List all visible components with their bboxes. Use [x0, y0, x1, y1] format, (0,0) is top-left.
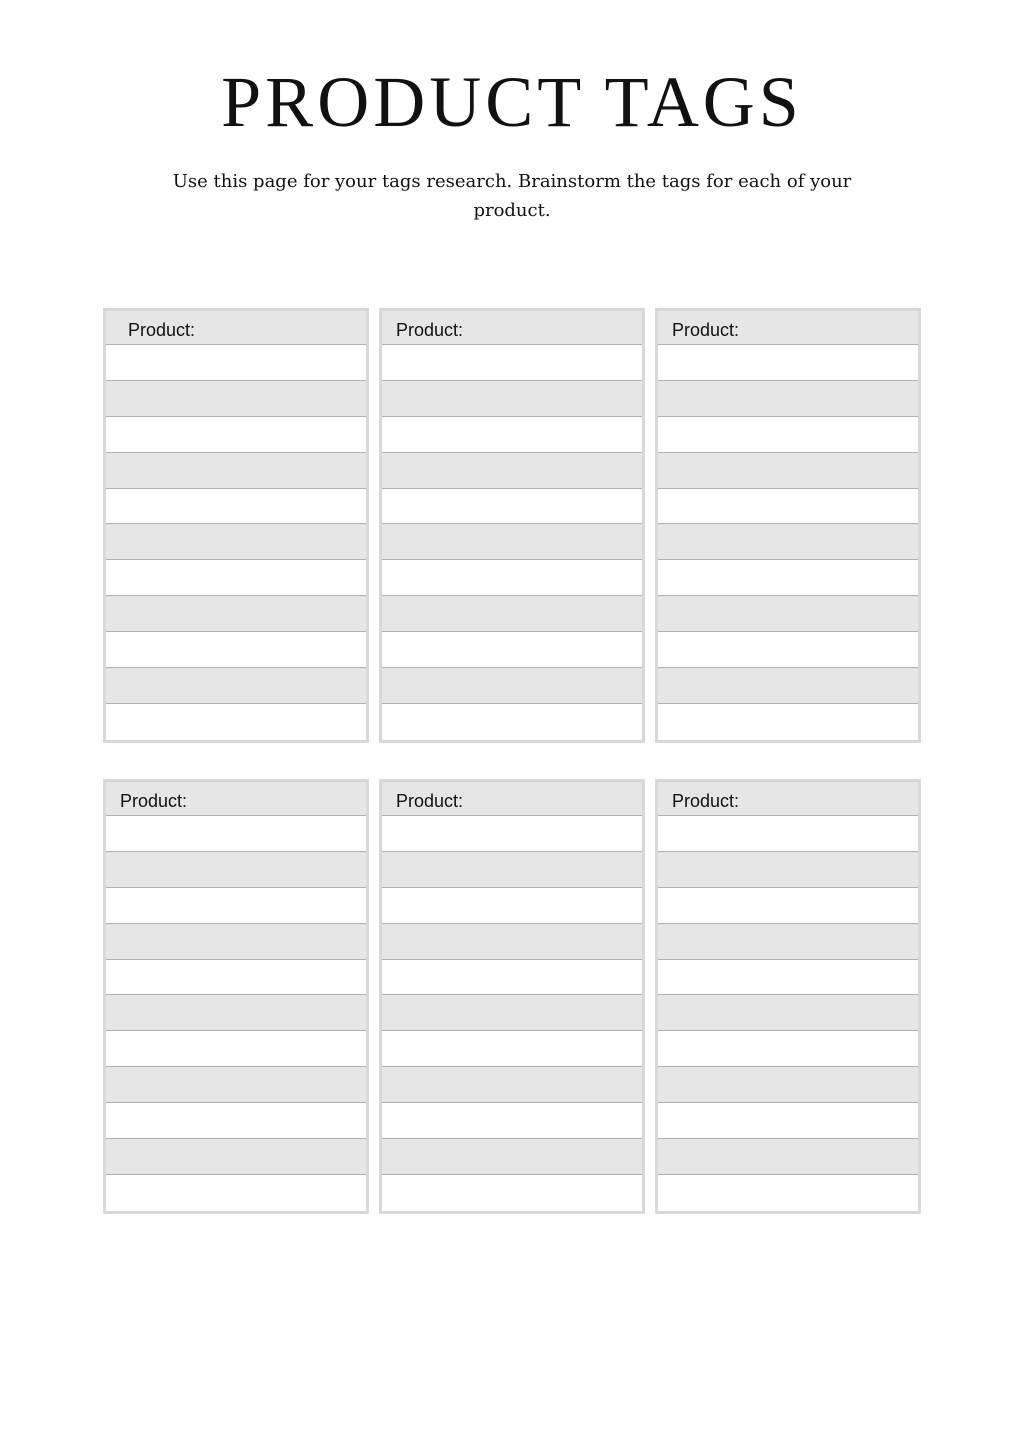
product-tag-box [103, 308, 369, 743]
tag-row[interactable] [658, 704, 918, 740]
tag-row[interactable] [382, 632, 642, 668]
tag-row[interactable] [658, 1067, 918, 1103]
product-label: Product: [382, 782, 642, 816]
product-label: Product: [106, 782, 366, 816]
tag-row[interactable] [106, 1175, 366, 1211]
page-subtitle: Use this page for your tags research. Brainstorm the tags for each of your product. [172, 171, 852, 221]
product-tag-box [103, 779, 369, 1214]
tag-row[interactable] [382, 924, 642, 960]
tag-row[interactable] [382, 489, 642, 525]
tag-row[interactable] [106, 560, 366, 596]
tag-row[interactable] [382, 560, 642, 596]
tag-row[interactable] [658, 924, 918, 960]
tag-row[interactable] [658, 960, 918, 996]
tag-row[interactable] [106, 489, 366, 525]
product-label: Product: [106, 311, 366, 345]
tag-row[interactable] [382, 596, 642, 632]
tag-row[interactable] [658, 1031, 918, 1067]
tag-row[interactable] [382, 1139, 642, 1175]
tag-row[interactable] [658, 560, 918, 596]
tag-row[interactable] [382, 960, 642, 996]
tag-row[interactable] [658, 888, 918, 924]
tag-row[interactable] [658, 816, 918, 852]
tag-row[interactable] [658, 1103, 918, 1139]
tag-row[interactable] [106, 1139, 366, 1175]
tag-row[interactable] [382, 816, 642, 852]
tag-row[interactable] [658, 381, 918, 417]
tag-row[interactable] [382, 453, 642, 489]
product-tag-box [655, 308, 921, 743]
tag-row[interactable] [106, 924, 366, 960]
product-tag-box [379, 308, 645, 743]
tag-row[interactable] [382, 704, 642, 740]
tag-row[interactable] [106, 632, 366, 668]
tag-row[interactable] [382, 381, 642, 417]
tag-row[interactable] [658, 524, 918, 560]
product-tag-box [655, 779, 921, 1214]
tag-row[interactable] [382, 888, 642, 924]
tag-row[interactable] [382, 1103, 642, 1139]
tag-row[interactable] [106, 888, 366, 924]
tag-row[interactable] [106, 524, 366, 560]
tag-row[interactable] [106, 816, 366, 852]
tag-row[interactable] [106, 345, 366, 381]
tag-row[interactable] [658, 417, 918, 453]
tag-row[interactable] [106, 381, 366, 417]
product-label: Product: [658, 782, 918, 816]
tag-row[interactable] [658, 668, 918, 704]
tag-row[interactable] [106, 704, 366, 740]
tag-row[interactable] [106, 1067, 366, 1103]
tag-row[interactable] [106, 852, 366, 888]
tag-row[interactable] [106, 453, 366, 489]
tag-row[interactable] [382, 668, 642, 704]
tag-row[interactable] [382, 995, 642, 1031]
tag-row[interactable] [106, 1031, 366, 1067]
tag-row[interactable] [382, 417, 642, 453]
product-label: Product: [658, 311, 918, 345]
product-tag-box [379, 779, 645, 1214]
tag-row[interactable] [382, 345, 642, 381]
page-title: PRODUCT TAGS [221, 62, 803, 142]
tag-row[interactable] [658, 995, 918, 1031]
tag-row[interactable] [382, 1031, 642, 1067]
tag-row[interactable] [658, 489, 918, 525]
tag-row[interactable] [658, 453, 918, 489]
tag-row[interactable] [106, 960, 366, 996]
tag-row[interactable] [106, 668, 366, 704]
tag-row[interactable] [658, 596, 918, 632]
tag-row[interactable] [106, 417, 366, 453]
tag-row[interactable] [382, 852, 642, 888]
tag-row[interactable] [658, 632, 918, 668]
tag-row[interactable] [382, 524, 642, 560]
tag-row[interactable] [106, 596, 366, 632]
tag-row[interactable] [382, 1067, 642, 1103]
tag-row[interactable] [382, 1175, 642, 1211]
tag-row[interactable] [658, 345, 918, 381]
tag-row[interactable] [658, 1175, 918, 1211]
tag-row[interactable] [658, 1139, 918, 1175]
tag-row[interactable] [106, 995, 366, 1031]
product-label: Product: [382, 311, 642, 345]
tag-row[interactable] [106, 1103, 366, 1139]
tag-row[interactable] [658, 852, 918, 888]
